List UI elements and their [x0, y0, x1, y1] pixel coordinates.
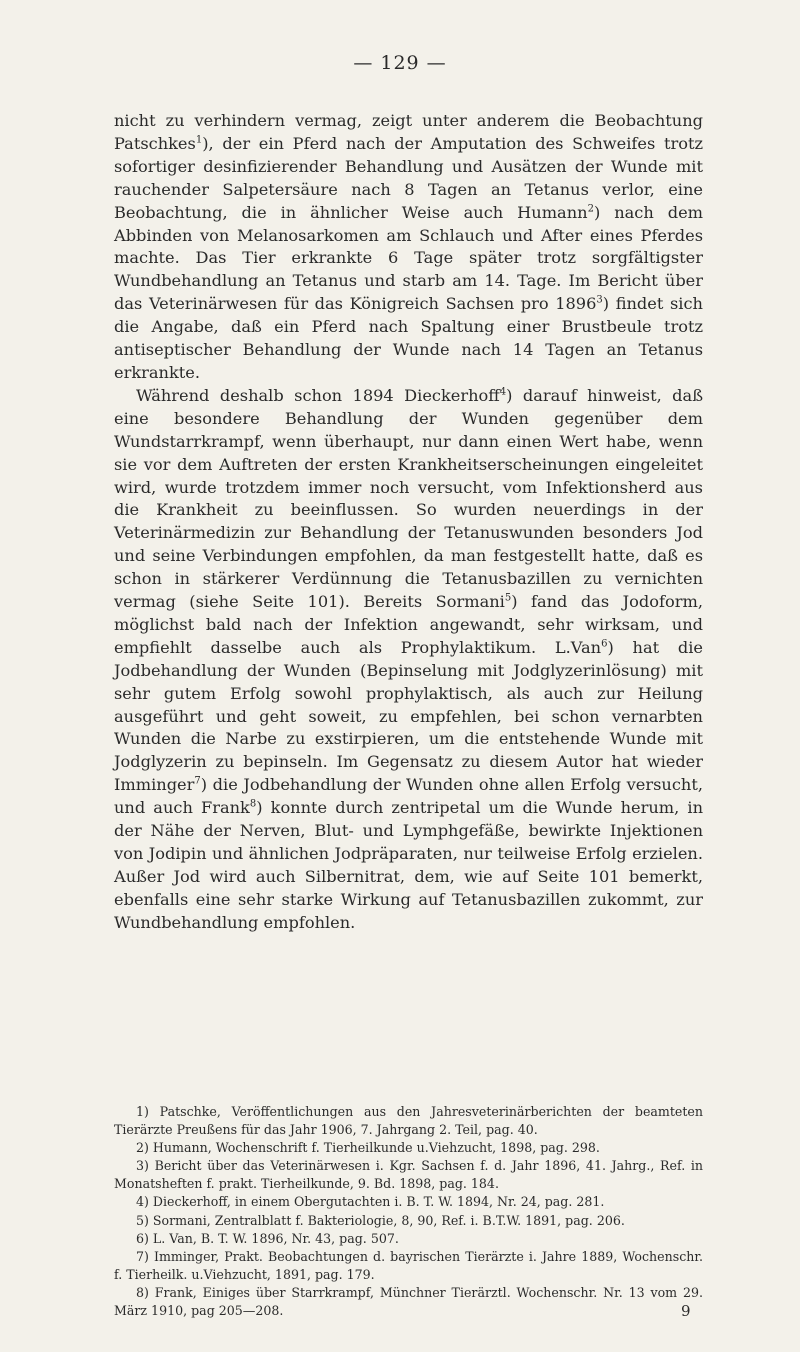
footnote-ref: 3 — [596, 294, 603, 306]
text-run: ) nach dem Abbinden von Melanosarkomen am Schlauch und After eines Pferdes machte. Das Tier erkrankte 6 Tage später trotz sorgfältigster Wundbehandlung an Tetanus und starb am 14. Tage. Im Bericht über das Veterinärwesen für das Königreich Sachsen pro 1896 — [114, 202, 703, 314]
page-number: — 129 — — [353, 52, 447, 74]
footnote-2: 2) Humann, Wochenschrift f. Tierheilkunde u.Viehzucht, 1898, pag. 298. — [136, 1140, 600, 1156]
text-run: ), der ein Pferd nach der Amputation des Schweifes trotz sofortiger desinfizierender Behandlung und Ausätzen der Wunde mit rauchender Salpetersäure nach 8 Tagen an Tetanus verlor, eine Beobachtung, die in ähnlicher Weise auch Humann — [114, 133, 703, 222]
footnote-5: 5) Sormani, Zentralblatt f. Bakteriologie, 8, 90, Ref. i. B.T.W. 1891, pag. 206. — [136, 1212, 625, 1228]
text-run: Während deshalb schon 1894 Dieckerhoff — [136, 385, 500, 405]
text-run: ) die Jodbehandlung der Wunden ohne allen Erfolg versucht, und auch Frank — [114, 775, 703, 818]
text-run: ) hat die Jodbehandlung der Wunden (Bepinselung mit Jodglyzerinlösung) mit sehr gutem Erfolg sowohl prophylaktisch, als auch zur Heilung ausgeführt und geht soweit, zu empfehlen, bei schon vernarbten Wunden die Narbe zu exstirpieren, um die entstehende Wunde mit Jodglyzerin zu bepinseln. Im Gegensatz zu diesem Autor hat wieder Imminger — [114, 637, 703, 795]
text-run: nicht zu verhindern vermag, zeigt unter anderem die Beobachtung Patschkes — [114, 111, 703, 153]
paragraph-2 — [114, 385, 703, 935]
footnote-4: 4) Dieckerhoff, in einem Obergutachten i. B. T. W. 1894, Nr. 24, pag. 281. — [136, 1194, 605, 1210]
text-run: ) fand das Jodoform, möglichst bald nach der Infektion angewandt, sehr wirksam, und empfiehlt dasselbe auch als Prophylaktikum. L.Van — [114, 592, 703, 657]
footnote-ref: 8 — [249, 798, 257, 810]
footnote-ref: 4 — [499, 386, 507, 398]
footnote-ref: 7 — [194, 775, 201, 787]
footnote-6: 6) L. Van, B. T. W. 1896, Nr. 43, pag. 507. — [136, 1230, 399, 1246]
footnote-7: 7) Imminger, Prakt. Beobachtungen d. bayrischen Tierärzte i. Jahre 1889, Wochenschr. f. Tierheilk. u.Viehzucht, 1891, pag. 179. — [114, 1248, 703, 1282]
paragraph-1 — [114, 110, 703, 385]
footnote-ref: 5 — [504, 592, 512, 604]
footnote-ref: 1 — [195, 134, 203, 146]
text-run: ) findet sich die Angabe, daß ein Pferd nach Spaltung einer Brustbeule trotz antiseptischer Behandlung der Wunde nach 14 Tagen an Tetanus erkrankte. — [114, 294, 703, 382]
footnotes — [114, 1103, 703, 1320]
text-run: ) konnte durch zentripetal um die Wunde herum, in der Nähe der Nerven, Blut- und Lymphgefäße, bewirkte Injektionen von Jodipin und ähnlichen Jodpräparaten, nur teilweise Erfolg erzielen. Außer Jod wird auch Silbernitrat, dem, wie auf Seite 101 bemerkt, ebenfalls eine sehr starke Wirkung auf Tetanusbazillen zukommt, zur Wundbehandlung empfohlen. — [114, 798, 703, 932]
footnote-ref: 6 — [601, 638, 608, 650]
footnote-3: 3) Bericht über das Veterinärwesen i. Kgr. Sachsen f. d. Jahr 1896, 41. Jahrg., Ref. in Monatsheften f. prakt. Tierheilkunde, 9. Bd. 1898, pag. 184. — [114, 1158, 703, 1192]
text-run: ) darauf hinweist, daß eine besondere Behandlung der Wunden gegenüber dem Wundstarrkrampf, wenn überhaupt, nur dann einen Wert habe, wenn sie vor dem Auftreten der ersten Krankheitserscheinungen eingeleitet wird, wurde trotzdem immer noch versucht, vom Infektionsherd aus die Krankheit zu beeinflussen. So wurden neuerdings in der Veterinärmedizin zur Behandlung der Tetanuswunden besonders Jod und seine Verbindungen empfohlen, da man festgestellt hatte, daß es schon in stärkerer Verdünnung die Tetanusbazillen zu vernichten vermag (siehe Seite 101). Bereits Sormani — [114, 385, 704, 612]
footnote-8: 8) Frank, Einiges über Starrkrampf, Münchner Tierärztl. Wochenschr. Nr. 13 vom 29. März 1910, pag 205—208. — [114, 1284, 703, 1319]
footnote-ref: 2 — [587, 203, 594, 215]
signature-mark: 9 — [681, 1302, 691, 1320]
body-text — [114, 110, 703, 935]
footnote-1: 1) Patschke, Veröffentlichungen aus den Jahresveterinärberichten der beamteten Tierärzte Preußens für das Jahr 1906, 7. Jahrgang 2. Teil, pag. 40. — [114, 1104, 703, 1138]
